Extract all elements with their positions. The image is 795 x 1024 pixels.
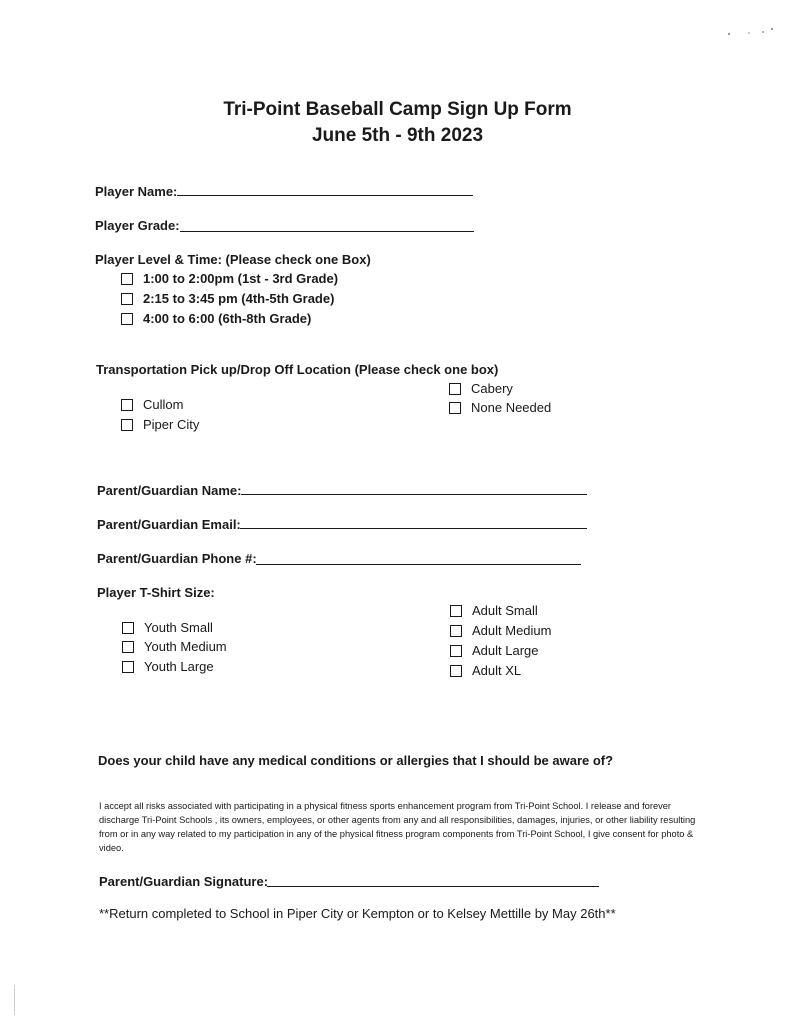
transport-option[interactable] (121, 417, 199, 433)
level-checkbox[interactable] (121, 313, 133, 325)
tshirt-checkbox[interactable] (122, 661, 134, 673)
tshirt-option-label: Adult Small (472, 603, 538, 618)
tshirt-option-label: Adult Medium (472, 623, 552, 638)
level-checkbox[interactable] (121, 293, 133, 305)
transport-option[interactable] (121, 397, 183, 413)
level-option[interactable] (121, 291, 334, 307)
player-name-label: Player Name: (95, 184, 178, 199)
guardian-email-field[interactable] (240, 528, 587, 529)
level-option-label: 4:00 to 6:00 (6th-8th Grade) (143, 311, 312, 326)
transport-option-label: Cabery (471, 381, 513, 396)
medical-question: Does your child have any medical conditions or allergies that I should be aware of? (98, 753, 614, 768)
tshirt-heading: Player T-Shirt Size: (97, 585, 215, 600)
tshirt-checkbox[interactable] (122, 641, 134, 653)
transport-option-label: None Needed (471, 400, 552, 415)
scan-speck (762, 31, 764, 33)
guardian-email-label: Parent/Guardian Email: (97, 517, 241, 532)
transport-option[interactable] (449, 400, 551, 416)
tshirt-option[interactable] (450, 643, 539, 659)
transport-checkbox[interactable] (121, 399, 133, 411)
guardian-name-label: Parent/Guardian Name: (97, 483, 242, 498)
return-note: **Return completed to School in Piper City or Kempton or to Kelsey Mettille by May 26th** (99, 906, 616, 921)
level-option-label: 2:15 to 3:45 pm (4th-5th Grade) (143, 291, 335, 306)
guardian-phone-label: Parent/Guardian Phone #: (97, 551, 257, 566)
tshirt-option[interactable] (450, 663, 521, 679)
transport-heading: Transportation Pick up/Drop Off Location (Please check one box) (96, 362, 499, 377)
level-option[interactable] (121, 271, 338, 287)
tshirt-checkbox[interactable] (450, 665, 462, 677)
tshirt-option[interactable] (450, 603, 538, 619)
transport-checkbox[interactable] (449, 383, 461, 395)
transport-option-label: Cullom (143, 397, 184, 412)
scan-speck (771, 28, 773, 30)
scan-speck (728, 33, 730, 35)
signature-label: Parent/Guardian Signature: (99, 874, 269, 889)
level-option[interactable] (121, 311, 311, 327)
tshirt-option-label: Youth Medium (144, 639, 227, 654)
tshirt-option[interactable] (122, 659, 214, 675)
tshirt-option[interactable] (450, 623, 551, 639)
transport-checkbox[interactable] (121, 419, 133, 431)
tshirt-option[interactable] (122, 639, 227, 655)
player-level-heading: Player Level & Time: (Please check one Box) (95, 252, 371, 267)
form-dates: June 5th - 9th 2023 (311, 125, 484, 146)
waiver-text: I accept all risks associated with participating in a physical fitness sports enhancement program from Tri-Point School. I release and forever discharge Tri-Point Schools , its owners, employees, or other agents from any and all responsibilities, damages, injuries, or other liability resulting from or in any way related to my participation in any of the physical fitness program components from Tri-Point School, I give consent for photo & video. (99, 801, 696, 853)
transport-checkbox[interactable] (449, 402, 461, 414)
tshirt-option-label: Adult Large (472, 643, 539, 658)
form-title: Tri-Point Baseball Camp Sign Up Form (223, 99, 572, 120)
scan-edge (14, 985, 15, 1015)
transport-option[interactable] (449, 381, 513, 397)
player-grade-field[interactable] (180, 231, 474, 232)
signature-field[interactable] (267, 886, 599, 887)
scan-speck (748, 32, 750, 34)
tshirt-checkbox[interactable] (450, 645, 462, 657)
guardian-phone-field[interactable] (256, 564, 581, 565)
level-checkbox[interactable] (121, 273, 133, 285)
level-option-label: 1:00 to 2:00pm (1st - 3rd Grade) (143, 271, 339, 286)
tshirt-checkbox[interactable] (450, 605, 462, 617)
tshirt-checkbox[interactable] (450, 625, 462, 637)
tshirt-option-label: Youth Small (144, 620, 213, 635)
transport-option-label: Piper City (143, 417, 200, 432)
tshirt-checkbox[interactable] (122, 622, 134, 634)
tshirt-option-label: Youth Large (144, 659, 214, 674)
player-grade-label: Player Grade: (95, 218, 180, 233)
tshirt-option-label: Adult XL (472, 663, 522, 678)
tshirt-option[interactable] (122, 620, 213, 636)
player-name-field[interactable] (177, 195, 473, 196)
guardian-name-field[interactable] (241, 494, 587, 495)
